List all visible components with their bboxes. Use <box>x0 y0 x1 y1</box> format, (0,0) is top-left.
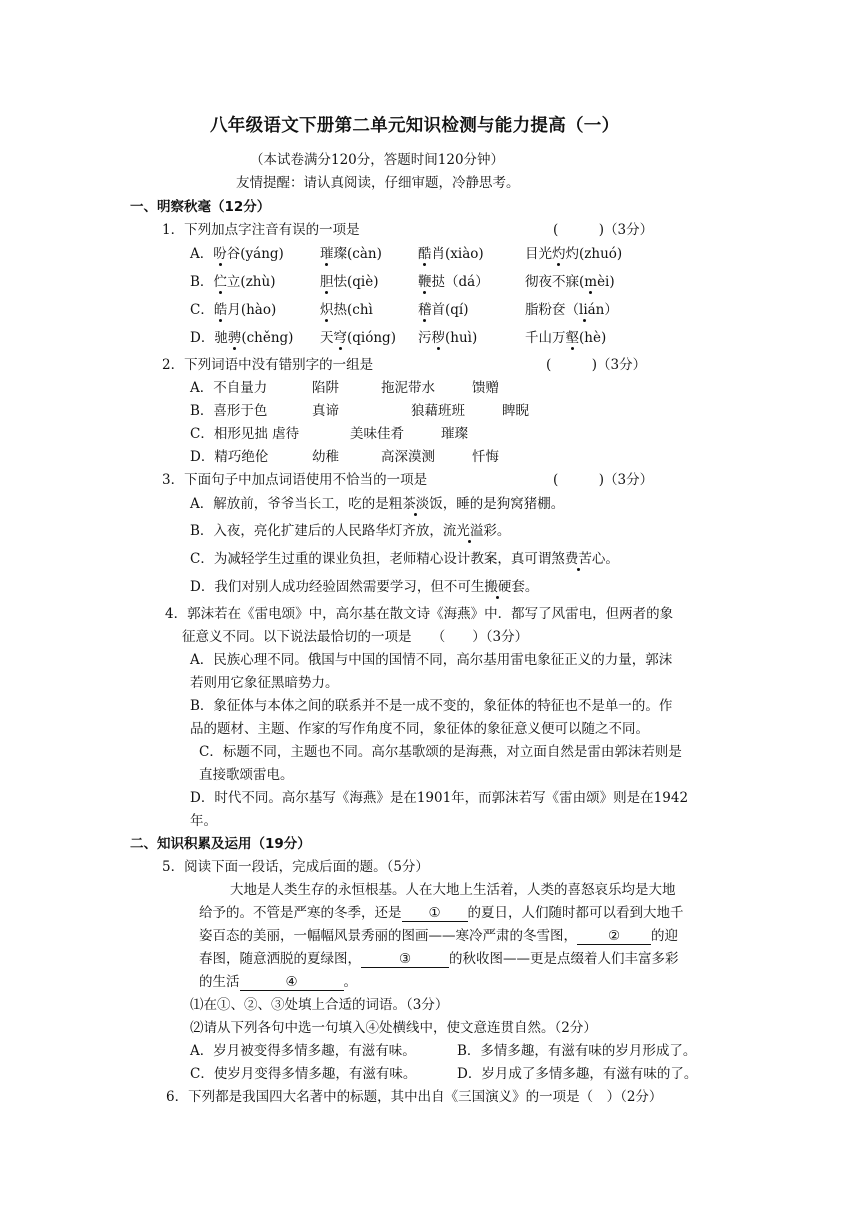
q4-option-b: B．象征体与本体之间的联系并不是一成不变的，象征体的特征也不是单一的。作 <box>190 698 673 714</box>
blank-1[interactable]: ① <box>402 905 468 922</box>
q5-option-b: B．多情多趣，有滋有味的岁月形成了。 <box>457 1043 697 1059</box>
section-heading-1: 一、明察秋毫（12分） <box>130 199 271 215</box>
q5-option-a: A．岁月被变得多情多趣，有滋有味。 <box>190 1043 416 1059</box>
q1-option-b: B．伫立(zhù) <box>190 274 276 290</box>
blank-4[interactable]: ④ <box>240 974 344 991</box>
q4-stem: 4．郭沫若在《雷电颂》中，高尔基在散文诗《海燕》中．都写了风雷电，但两者的象 <box>165 606 674 622</box>
page-title: 八年级语文下册第二单元知识检测与能力提高（一） <box>210 116 620 136</box>
section-heading-2: 二、知识积累及运用（19分） <box>130 836 311 852</box>
reminder: 友情提醒：请认真阅读，仔细审题，冷静思考。 <box>236 175 520 191</box>
q2-stem: 2．下列词语中没有错别字的一组是 <box>162 357 374 373</box>
dotted-phrase: 生搬硬套 <box>470 579 525 595</box>
q5-option-d: D．岁月成了多情多趣，有滋有味的了。 <box>457 1066 698 1082</box>
q1-answer-bracket: ( )（3分） <box>553 222 654 238</box>
q3-option-d: D．我们对别人成功经验固然需要学习，但不可生搬硬套。 <box>190 579 539 595</box>
q4-option-a: A．民族心理不同。俄国与中国的国情不同，高尔基用雷电象征正义的力量，郭沫 <box>190 652 673 668</box>
q2-option-c: C．相形见拙 虐待 <box>190 426 300 442</box>
q5-stem: 5．阅读下面一段话，完成后面的题。（5分） <box>162 859 429 875</box>
q3-option-b: B．入夜，亮化扩建后的人民路华灯齐放，流光溢彩。 <box>190 523 511 539</box>
q4-option-c: C．标题不同，主题也不同。高尔基歌颂的是海燕，对立面自然是雷由郭沫若则是 <box>199 744 682 760</box>
q5-subquestion-2: ⑵请从下列各句中选一句填入④处横线中，使文意连贯自然。（2分） <box>190 1020 597 1036</box>
q2-option-a: A．不自量力 <box>190 380 268 396</box>
q1-option-d: D．驰骋(chěng) <box>190 330 294 346</box>
q4-option-d: D．时代不同。高尔基写《海燕》是在1901年，而郭沫若写《雷由颂》则是在1942 <box>190 790 689 806</box>
exam-info: （本试卷满分120分，答题时间120分钟） <box>250 152 505 168</box>
q2-answer-bracket: ( )（3分） <box>546 357 647 373</box>
q3-stem: 3．下面句子中加点词语使用不恰当的一项是 <box>162 472 428 488</box>
q5-option-c: C．使岁月变得多情多趣，有滋有味。 <box>190 1066 417 1082</box>
q3-option-a: A．解放前，爷爷当长工，吃的是粗茶淡饭，睡的是狗窝猪棚。 <box>190 496 565 512</box>
dotted-phrase: 流光溢彩 <box>442 523 497 539</box>
q6-stem: 6．下列都是我国四大名著中的标题，其中出自《三国演义》的一项是（ ）（2分） <box>166 1089 663 1105</box>
q1-option-c: C．皓月(hào) <box>190 302 277 318</box>
blank-2[interactable]: ② <box>577 928 651 945</box>
blank-3[interactable]: ③ <box>361 951 449 968</box>
q5-subquestion-1: ⑴在①、②、③处填上合适的词语。（3分） <box>190 997 449 1013</box>
q5-passage: 大地是人类生存的永恒根基。人在大地上生活着，人类的喜怒哀乐均是大地 <box>230 882 676 898</box>
q3-answer-bracket: ( )（3分） <box>553 472 654 488</box>
q1-stem: 1．下列加点字注音有误的一项是 <box>162 222 360 238</box>
q3-option-c: C．为减轻学生过重的课业负担，老师精心设计教案，真可谓煞费苦心。 <box>190 551 619 567</box>
dotted-phrase: 粗茶淡饭 <box>388 496 443 512</box>
q1-option-a: A．吩谷(yáng) <box>190 246 284 262</box>
q2-option-d: D．精巧绝伦 <box>190 449 269 465</box>
q2-option-b: B．喜形于色 <box>190 403 268 419</box>
dotted-phrase: 煞费苦心 <box>551 551 606 567</box>
